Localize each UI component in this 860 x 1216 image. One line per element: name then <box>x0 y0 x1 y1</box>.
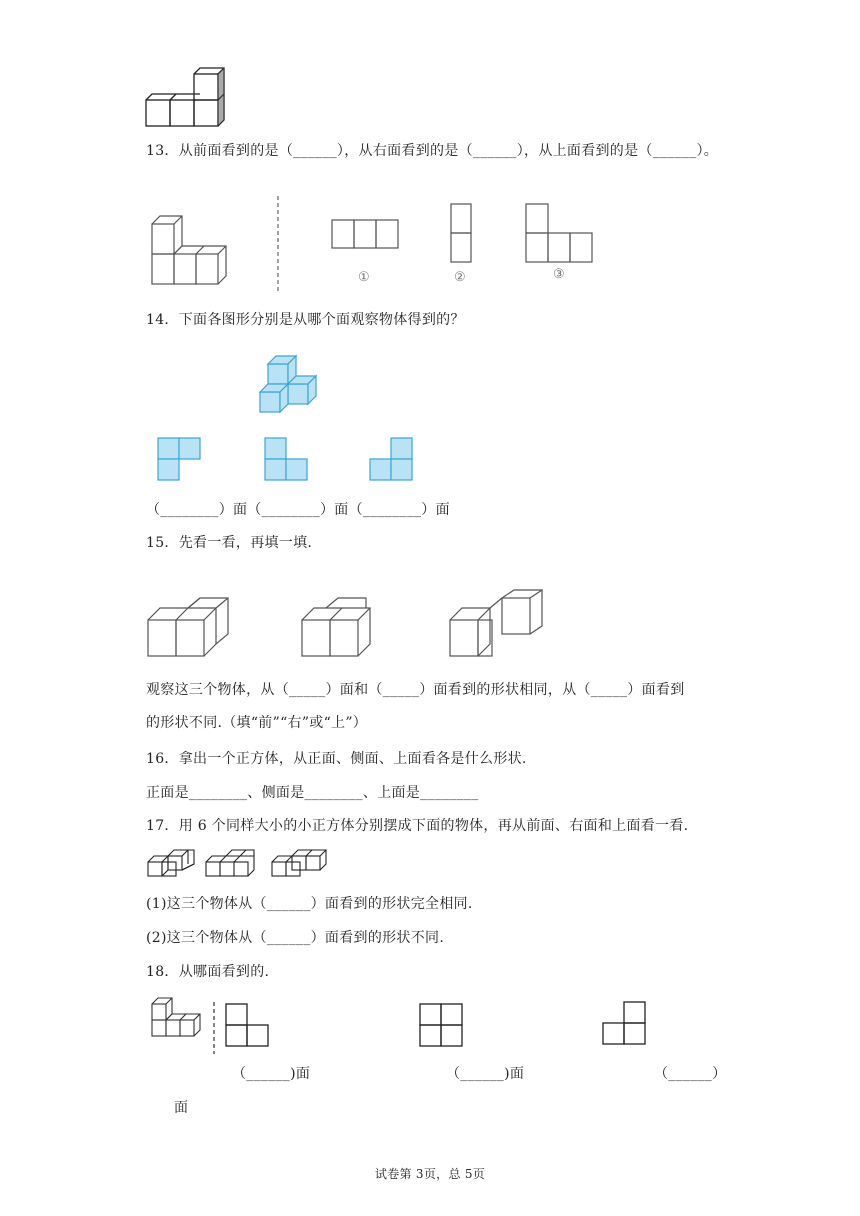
q15-solid-3-figure <box>448 596 548 664</box>
page-footer: 试卷第 3页，总 5页 <box>374 1167 486 1181</box>
question-18-text: 18．从哪面看到的. <box>146 964 270 980</box>
top-cube-figure <box>140 62 240 136</box>
q17-solid-3-figure <box>270 850 326 884</box>
q18-blank-3-tail: 面 <box>174 1100 189 1116</box>
q18-view-1-figure <box>224 1002 272 1052</box>
q13-option-2-figure <box>449 202 475 268</box>
q13-option-2-label: ② <box>454 270 466 285</box>
q18-divider <box>212 1002 216 1058</box>
q18-blank-3: （______） <box>654 1066 727 1082</box>
question-17-text: 17．用 6 个同样大小的小正方体分别摆成下面的物体，再从前面、右面和上面看一看. <box>146 818 689 834</box>
q13-option-1-label: ① <box>358 270 370 285</box>
q14-blue-solid-figure <box>256 352 328 422</box>
q18-blank-1: （______)面 <box>232 1066 311 1082</box>
question-16-text: 16．拿出一个正方体，从正面、侧面、上面看各是什么形状. <box>146 751 527 767</box>
q17-sub-1: (1)这三个物体从（______）面看到的形状完全相同. <box>146 896 473 912</box>
q17-solid-2-figure <box>204 850 260 884</box>
q14-view-3-figure <box>368 436 416 486</box>
question-14-text: 14．下面各图形分别是从哪个面观察物体得到的？ <box>146 312 465 328</box>
q14-answer-line: （________）面（________）面（________）面 <box>146 502 450 518</box>
q13-solid-figure <box>148 210 238 294</box>
q15-line-2: 的形状不同.（填“前”“右”或“上”） <box>146 715 368 731</box>
q18-view-2-figure <box>418 1002 466 1052</box>
q15-line-1: 观察这三个物体，从（_____）面和（_____）面看到的形状相同，从（_____）面看到 <box>146 682 685 698</box>
q13-option-1-figure <box>330 218 402 256</box>
q18-solid-figure <box>150 998 210 1046</box>
q15-solid-1-figure <box>146 596 236 664</box>
q17-solid-1-figure <box>146 850 198 884</box>
q14-view-2-figure <box>263 436 311 486</box>
q13-option-3-label: ③ <box>553 267 565 282</box>
q18-view-3-figure <box>601 1000 649 1050</box>
q13-divider <box>276 196 280 296</box>
question-13-text: 13．从前面看到的是（______），从右面看到的是（______），从上面看到的是（______）。 <box>146 143 719 159</box>
q17-sub-2: (2)这三个物体从（______）面看到的形状不同. <box>146 930 445 946</box>
q18-blank-2: （______)面 <box>446 1066 525 1082</box>
q13-option-3-figure <box>524 202 596 270</box>
q15-solid-2-figure <box>300 596 390 664</box>
q14-view-1-figure <box>156 436 204 486</box>
question-15-text: 15．先看一看，再填一填. <box>146 535 313 551</box>
q16-answer-line: 正面是________、侧面是________、上面是________ <box>146 785 479 801</box>
